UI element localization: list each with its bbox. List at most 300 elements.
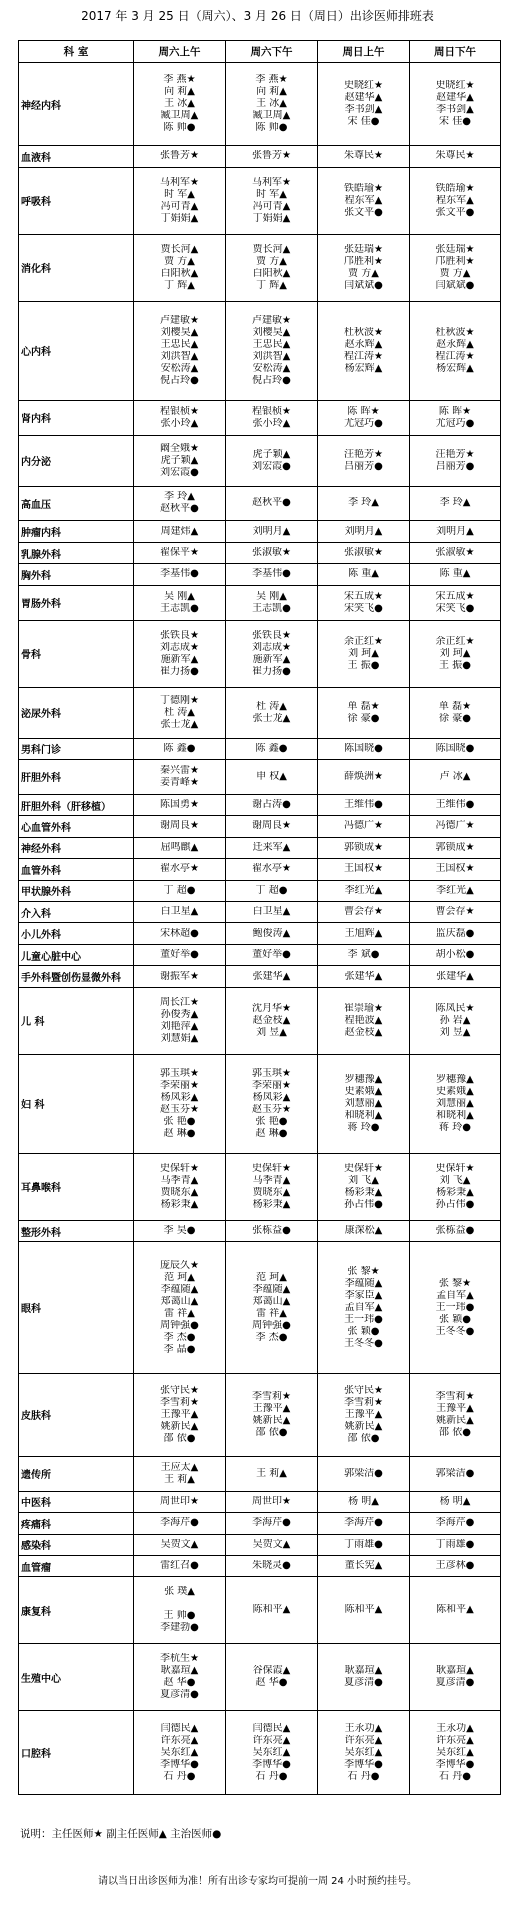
doctor-name: 尤冠巧● (344, 417, 383, 429)
doctor-name: 程江涛★ (344, 350, 383, 362)
doctor-name: 王 振● (439, 659, 471, 671)
dept-name: 胸外科 (19, 564, 134, 585)
doctor-name: 陈 重▲ (439, 568, 471, 580)
slot-sat-pm (226, 1491, 318, 1512)
doctor-name: 丁雨雄● (435, 1538, 475, 1550)
dept-name: 骨科 (19, 620, 134, 687)
slot-sat-am (134, 63, 226, 146)
table-row (19, 1456, 501, 1491)
slot-sun-am (318, 966, 410, 987)
dept-name: 遗传所 (19, 1456, 134, 1491)
table-row (19, 146, 501, 167)
table-row (19, 1711, 501, 1795)
slot-sat-am (134, 687, 226, 738)
doctor-name: 史保轩★ (435, 1162, 475, 1174)
doctor-name: 李博华● (252, 1758, 291, 1770)
slot-sat-pm (226, 794, 318, 815)
doctor-name: 王忠民▲ (160, 338, 199, 350)
slot-sun-am (318, 944, 410, 965)
doctor-name: 刘宏霞● (252, 460, 291, 472)
dept-name: 高血压 (19, 486, 134, 521)
slot-sat-am (134, 923, 226, 944)
slot-sun-am (318, 687, 410, 738)
doctor-name: 吴贺文▲ (252, 1538, 291, 1550)
doctor-name: 杜秋波★ (344, 326, 383, 338)
slot-sat-am (134, 944, 226, 965)
doctor-name: 鲍俊涛▲ (252, 927, 291, 939)
doctor-name: 马利军★ (252, 176, 291, 188)
doctor-name: 李雪莉★ (160, 1396, 199, 1408)
doctor-name: 董长宪▲ (344, 1560, 383, 1572)
slot-sun-pm (410, 794, 501, 815)
doctor-name: 臧卫周▲ (160, 110, 199, 122)
doctor-name: 陈凤民★ (435, 1002, 475, 1014)
table-row (19, 1054, 501, 1153)
doctor-name: 姚新民▲ (252, 1414, 291, 1426)
slot-sat-am (134, 542, 226, 563)
doctor-name: 孟自军▲ (436, 1289, 474, 1301)
table-row (19, 1644, 501, 1711)
doctor-name: 吴 刚▲ (256, 590, 287, 602)
page-title: 2017 年 3 月 25 日（周六）、3 月 26 日（周日）出诊医师排班表 (81, 9, 434, 23)
slot-sat-am (134, 620, 226, 687)
doctor-name: 程银桢★ (160, 405, 199, 417)
doctor-name: 赵金枝▲ (252, 1014, 291, 1026)
dept-name: 心内科 (19, 301, 134, 400)
doctor-name: 杜 涛▲ (256, 700, 287, 712)
doctor-name: 赵永辉▲ (436, 338, 474, 350)
slot-sun-pm (410, 301, 501, 400)
slot-sun-pm (410, 837, 501, 858)
dept-name: 泌尿外科 (19, 687, 134, 738)
table-row (19, 542, 501, 563)
doctor-name: 丁德刚★ (160, 694, 199, 706)
doctor-name: 杨彩秉▲ (436, 1186, 474, 1198)
doctor-name: 周钟强● (252, 1319, 291, 1331)
doctor-name: 李蕴随▲ (160, 1283, 199, 1295)
slot-sun-pm (410, 400, 501, 435)
doctor-name: 刘艳萍▲ (160, 1020, 199, 1032)
doctor-name: 邵 依● (347, 1432, 380, 1444)
doctor-name: 王豫平▲ (160, 1408, 199, 1420)
slot-sun-pm (410, 585, 501, 620)
doctor-name: 孙占伟● (344, 1198, 383, 1210)
doctor-name: 闫斌斌● (435, 279, 475, 291)
slot-sun-pm (410, 687, 501, 738)
slot-sat-pm (226, 521, 318, 542)
doctor-name: 张淑敏★ (435, 547, 475, 559)
doctor-name: 宋笑飞● (344, 602, 383, 614)
slot-sat-pm (226, 966, 318, 987)
slot-sat-am (134, 564, 226, 585)
doctor-name: 雷 祥▲ (256, 1307, 287, 1319)
doctor-name: 崔崇瑜★ (344, 1002, 383, 1014)
doctor-name: 刘樱昊▲ (160, 326, 199, 338)
doctor-name: 施新军▲ (160, 653, 199, 665)
slot-sun-am (318, 1373, 410, 1456)
doctor-name: 张铁良★ (252, 629, 291, 641)
table-row (19, 585, 501, 620)
doctor-name: 史晓红★ (344, 80, 383, 92)
slot-sun-pm (410, 901, 501, 922)
slot-sat-pm (226, 1153, 318, 1220)
dept-name: 口腔科 (19, 1711, 134, 1795)
doctor-name: 冯可青▲ (160, 200, 199, 212)
slot-sat-am (134, 585, 226, 620)
slot-sat-am (134, 1556, 226, 1577)
table-row (19, 301, 501, 400)
slot-sun-am (318, 859, 410, 880)
doctor-name: 张守民★ (344, 1384, 383, 1396)
table-row (19, 944, 501, 965)
doctor-name: 时 军▲ (256, 188, 287, 200)
table-row (19, 759, 501, 794)
doctor-name: 史素娥▲ (436, 1085, 474, 1097)
doctor-name: 张 艳● (163, 1115, 196, 1127)
doctor-name: 张淑敏★ (344, 547, 383, 559)
doctor-name: 杨宏辉▲ (436, 362, 474, 374)
doctor-name: 丁 超● (163, 884, 196, 896)
dept-name: 胃肠外科 (19, 585, 134, 620)
table-row (19, 837, 501, 858)
doctor-name: 李建勃● (160, 1622, 199, 1634)
doctor-name: 石 丹● (255, 1770, 288, 1782)
dept-name: 儿童心脏中心 (19, 944, 134, 965)
schedule-table (18, 40, 501, 1795)
doctor-name: 邵 依● (255, 1426, 288, 1438)
slot-sun-pm (410, 1556, 501, 1577)
slot-sat-pm (226, 1534, 318, 1555)
doctor-name: 王 帅● (163, 1610, 196, 1622)
slot-sun-am (318, 923, 410, 944)
doctor-name: 谢周良★ (160, 820, 199, 832)
doctor-name: 石 丹● (347, 1770, 380, 1782)
slot-sun-am (318, 486, 410, 521)
doctor-name: 石 丹● (163, 1770, 196, 1782)
slot-sat-pm (226, 435, 318, 486)
doctor-name: 杜秋波★ (435, 326, 475, 338)
doctor-name: 迁来军▲ (252, 841, 291, 853)
doctor-name: 陈和平▲ (436, 1604, 474, 1616)
slot-sat-pm (226, 63, 318, 146)
doctor-name: 刘 飞▲ (348, 1174, 379, 1186)
doctor-name: 邝胜利★ (435, 255, 475, 267)
doctor-name: 庞辰久★ (160, 1259, 199, 1271)
doctor-name: 王豫平▲ (252, 1402, 291, 1414)
dept-name: 中医科 (19, 1491, 134, 1512)
doctor-name: 余正红★ (435, 635, 475, 647)
doctor-name: 耿嘉瑄▲ (160, 1665, 199, 1677)
slot-sat-pm (226, 146, 318, 167)
slot-sun-am (318, 1711, 410, 1795)
doctor-name: 崔力扬● (252, 665, 291, 677)
table-row (19, 794, 501, 815)
doctor-name: 李基伟● (252, 568, 291, 580)
slot-sat-pm (226, 1456, 318, 1491)
dept-name: 整形外科 (19, 1220, 134, 1241)
doctor-name: 丁 辉▲ (256, 279, 287, 291)
dept-name: 心血管外科 (19, 816, 134, 837)
slot-sat-am (134, 486, 226, 521)
doctor-name: 程东军▲ (436, 194, 474, 206)
doctor-name: 程艳波▲ (344, 1014, 383, 1026)
doctor-name: 陈 鑫● (163, 742, 196, 754)
doctor-name: 王国权★ (344, 863, 383, 875)
doctor-name: 马利军★ (160, 176, 199, 188)
doctor-name: 张 黎★ (438, 1277, 472, 1289)
doctor-name: 罗穗豫▲ (344, 1073, 383, 1085)
doctor-name: 张鲁芳★ (252, 150, 291, 162)
slot-sat-am (134, 901, 226, 922)
dept-name: 妇 科 (19, 1054, 134, 1153)
doctor-name: 丁娟娟▲ (160, 212, 199, 224)
slot-sun-pm (410, 234, 501, 301)
table-row (19, 923, 501, 944)
doctor-name: 李 玲▲ (164, 491, 195, 503)
slot-sun-am (318, 837, 410, 858)
doctor-name: 赵 琳● (255, 1127, 288, 1139)
doctor-name: 王志凯● (160, 602, 199, 614)
slot-sun-pm (410, 564, 501, 585)
table-row (19, 1556, 501, 1577)
doctor-name: 张 黎★ (347, 1265, 380, 1277)
doctor-name: 张栋益● (252, 1225, 291, 1237)
doctor-name: 宋 佳● (439, 116, 471, 128)
slot-sat-pm (226, 1220, 318, 1241)
doctor-name: 周长江★ (160, 996, 199, 1008)
table-row (19, 486, 501, 521)
table-row (19, 1373, 501, 1456)
table-row (19, 1220, 501, 1241)
dept-name: 感染科 (19, 1534, 134, 1555)
doctor-name: 夏彦清● (435, 1677, 475, 1689)
doctor-name: 孙俊秀▲ (160, 1008, 199, 1020)
doctor-name: 陈 帅● (255, 122, 288, 134)
doctor-name: 李 昊● (163, 1225, 196, 1237)
slot-sun-pm (410, 146, 501, 167)
doctor-name: 向 莉▲ (256, 86, 287, 98)
doctor-name: 周钟强● (160, 1319, 199, 1331)
footer-note: 请以当日出诊医师为准！所有出诊专家均可提前一周 24 小时预约挂号。 (97, 1876, 418, 1887)
doctor-name: 倪占玲● (252, 374, 291, 386)
doctor-name: 闫斌斌● (344, 279, 383, 291)
doctor-name: 刘慧娟▲ (160, 1032, 199, 1044)
doctor-name: 王豫平▲ (436, 1402, 474, 1414)
doctor-name: 王豫平▲ (344, 1408, 383, 1420)
doctor-name: 和晓利▲ (436, 1109, 474, 1121)
doctor-name: 陈和平▲ (344, 1604, 383, 1616)
dept-name: 消化科 (19, 234, 134, 301)
doctor-name: 张栋益● (435, 1225, 475, 1237)
doctor-name: 范 珂▲ (256, 1271, 287, 1283)
doctor-name: 邵 依● (163, 1432, 196, 1444)
dept-name: 血液科 (19, 146, 134, 167)
doctor-name: 胡小松● (435, 949, 475, 961)
doctor-name: 王忠民▲ (252, 338, 291, 350)
header-sat-am: 周六上午 (134, 41, 226, 63)
doctor-name: 王应太▲ (160, 1461, 199, 1473)
slot-sun-am (318, 167, 410, 234)
doctor-name: 白阳秋▲ (160, 267, 199, 279)
slot-sat-am (134, 880, 226, 901)
doctor-name: 冯德广★ (435, 820, 475, 832)
slot-sat-am (134, 1513, 226, 1534)
slot-sun-am (318, 542, 410, 563)
doctor-name: 程江涛★ (435, 350, 475, 362)
doctor-name: 闫德民▲ (252, 1722, 291, 1734)
doctor-name: 张建华▲ (252, 970, 291, 982)
doctor-name: 陈国勇★ (160, 799, 199, 810)
slot-sun-am (318, 738, 410, 759)
slot-sun-am (318, 1556, 410, 1577)
slot-sat-pm (226, 1556, 318, 1577)
doctor-name: 李海芹● (160, 1517, 199, 1529)
slot-sat-pm (226, 944, 318, 965)
doctor-name: 赵玉芬★ (252, 1103, 291, 1115)
doctor-name: 张廷瑞★ (435, 243, 475, 255)
dept-name: 甲状腺外科 (19, 880, 134, 901)
slot-sat-am (134, 234, 226, 301)
doctor-name: 贾长河▲ (252, 243, 291, 255)
slot-sat-am (134, 1373, 226, 1456)
slot-sat-pm (226, 167, 318, 234)
slot-sun-pm (410, 987, 501, 1054)
doctor-name: 朱尊民★ (344, 150, 383, 162)
doctor-name: 李 玲▲ (439, 497, 471, 509)
slot-sat-pm (226, 687, 318, 738)
slot-sun-am (318, 759, 410, 794)
slot-sun-am (318, 1491, 410, 1512)
doctor-name: 李荣丽★ (160, 1079, 199, 1091)
slot-sat-am (134, 1711, 226, 1795)
doctor-name: 白卫星▲ (252, 906, 291, 918)
dept-name: 介入科 (19, 901, 134, 922)
table-row (19, 987, 501, 1054)
table-row (19, 564, 501, 585)
doctor-name: 赵秋平● (252, 497, 291, 509)
table-row (19, 1534, 501, 1555)
header-sun-pm: 周日下午 (410, 41, 501, 63)
doctor-name: 郑蔼山▲ (160, 1295, 199, 1307)
slot-sat-am (134, 1577, 226, 1644)
slot-sat-am (134, 816, 226, 837)
table-row (19, 1577, 501, 1644)
slot-sat-pm (226, 542, 318, 563)
table-row (19, 687, 501, 738)
doctor-name: 张建华▲ (436, 970, 474, 982)
doctor-name: 杜 涛▲ (164, 706, 195, 718)
doctor-name (136, 1598, 223, 1610)
doctor-name: 史保轩★ (252, 1162, 291, 1174)
dept-name: 肿瘤内科 (19, 521, 134, 542)
doctor-name: 杨凤彩▲ (160, 1091, 199, 1103)
dept-name: 呼吸科 (19, 167, 134, 234)
doctor-name: 许东亮▲ (436, 1734, 474, 1746)
doctor-name: 王旭辉▲ (344, 927, 383, 939)
doctor-name: 赵金枝▲ (344, 1026, 383, 1038)
slot-sat-pm (226, 1242, 318, 1373)
doctor-name: 王冬冬● (435, 1325, 475, 1337)
doctor-name: 郭锁成★ (435, 841, 475, 853)
doctor-name: 张淑敏★ (252, 547, 291, 559)
doctor-name: 郭锁成★ (344, 841, 383, 853)
doctor-name: 秦兴雷★ (160, 764, 199, 776)
doctor-name: 夏彦清● (160, 1689, 199, 1701)
doctor-name: 宋笑飞● (435, 602, 475, 614)
doctor-name: 蒋 玲● (439, 1121, 471, 1133)
doctor-name: 陈 晖★ (438, 405, 472, 417)
doctor-name: 郭玉琪★ (252, 1067, 291, 1079)
doctor-name: 郭梁洁● (435, 1467, 475, 1479)
doctor-name: 耿嘉瑄▲ (344, 1665, 383, 1677)
doctor-name: 张 艳● (255, 1115, 288, 1127)
doctor-name: 赵永辉▲ (344, 338, 383, 350)
doctor-name: 屈鸣麒▲ (160, 841, 199, 853)
slot-sun-am (318, 794, 410, 815)
doctor-name: 雷红召● (160, 1560, 199, 1572)
doctor-name: 贾晓东▲ (252, 1186, 291, 1198)
doctor-name: 李红光▲ (344, 884, 383, 896)
slot-sun-am (318, 301, 410, 400)
doctor-name: 王 莉▲ (164, 1473, 195, 1485)
dept-name: 疼痛科 (19, 1513, 134, 1534)
doctor-name: 石 丹● (439, 1770, 471, 1782)
doctor-name: 罗穗豫▲ (436, 1073, 474, 1085)
slot-sat-pm (226, 301, 318, 400)
doctor-name: 刘洪智▲ (160, 350, 199, 362)
doctor-name: 宋五成★ (344, 590, 383, 602)
slot-sun-am (318, 146, 410, 167)
slot-sun-am (318, 564, 410, 585)
doctor-name: 王一玮● (435, 1301, 475, 1313)
doctor-name: 李蕴随▲ (344, 1277, 383, 1289)
doctor-name: 铁皓瑜★ (435, 182, 475, 194)
header-sun-am: 周日上午 (318, 41, 410, 63)
dept-name: 耳鼻喉科 (19, 1153, 134, 1220)
doctor-name: 杨凤彩▲ (252, 1091, 291, 1103)
doctor-name: 史素娥▲ (344, 1085, 383, 1097)
doctor-name: 张小玲▲ (252, 417, 291, 429)
doctor-name: 李 玲▲ (348, 497, 379, 509)
slot-sat-pm (226, 759, 318, 794)
doctor-name: 吕丽芳● (344, 460, 383, 472)
doctor-name: 赵秋平● (160, 503, 199, 515)
doctor-name: 宋 佳● (347, 116, 380, 128)
slot-sun-am (318, 1456, 410, 1491)
doctor-name: 赵 华● (163, 1677, 196, 1689)
slot-sun-am (318, 1534, 410, 1555)
doctor-name: 卢 冰▲ (439, 770, 471, 782)
doctor-name: 王志凯● (252, 602, 291, 614)
doctor-name: 郑蔼山▲ (252, 1295, 291, 1307)
doctor-name: 刘志成★ (160, 641, 199, 653)
doctor-name: 郭玉琪★ (160, 1067, 199, 1079)
slot-sun-am (318, 234, 410, 301)
doctor-name: 宋林超● (160, 927, 199, 939)
slot-sun-am (318, 585, 410, 620)
doctor-name: 安松涛▲ (252, 362, 291, 374)
slot-sun-pm (410, 486, 501, 521)
doctor-name: 陈 重▲ (348, 568, 379, 580)
doctor-name: 李 燕★ (163, 74, 196, 86)
dept-name: 康复科 (19, 1577, 134, 1644)
slot-sat-pm (226, 620, 318, 687)
dept-name: 神经内科 (19, 63, 134, 146)
slot-sat-pm (226, 987, 318, 1054)
doctor-name: 李雪莉★ (435, 1390, 475, 1402)
doctor-name: 邝胜利★ (344, 255, 383, 267)
doctor-name: 杨彩秉▲ (160, 1198, 199, 1210)
